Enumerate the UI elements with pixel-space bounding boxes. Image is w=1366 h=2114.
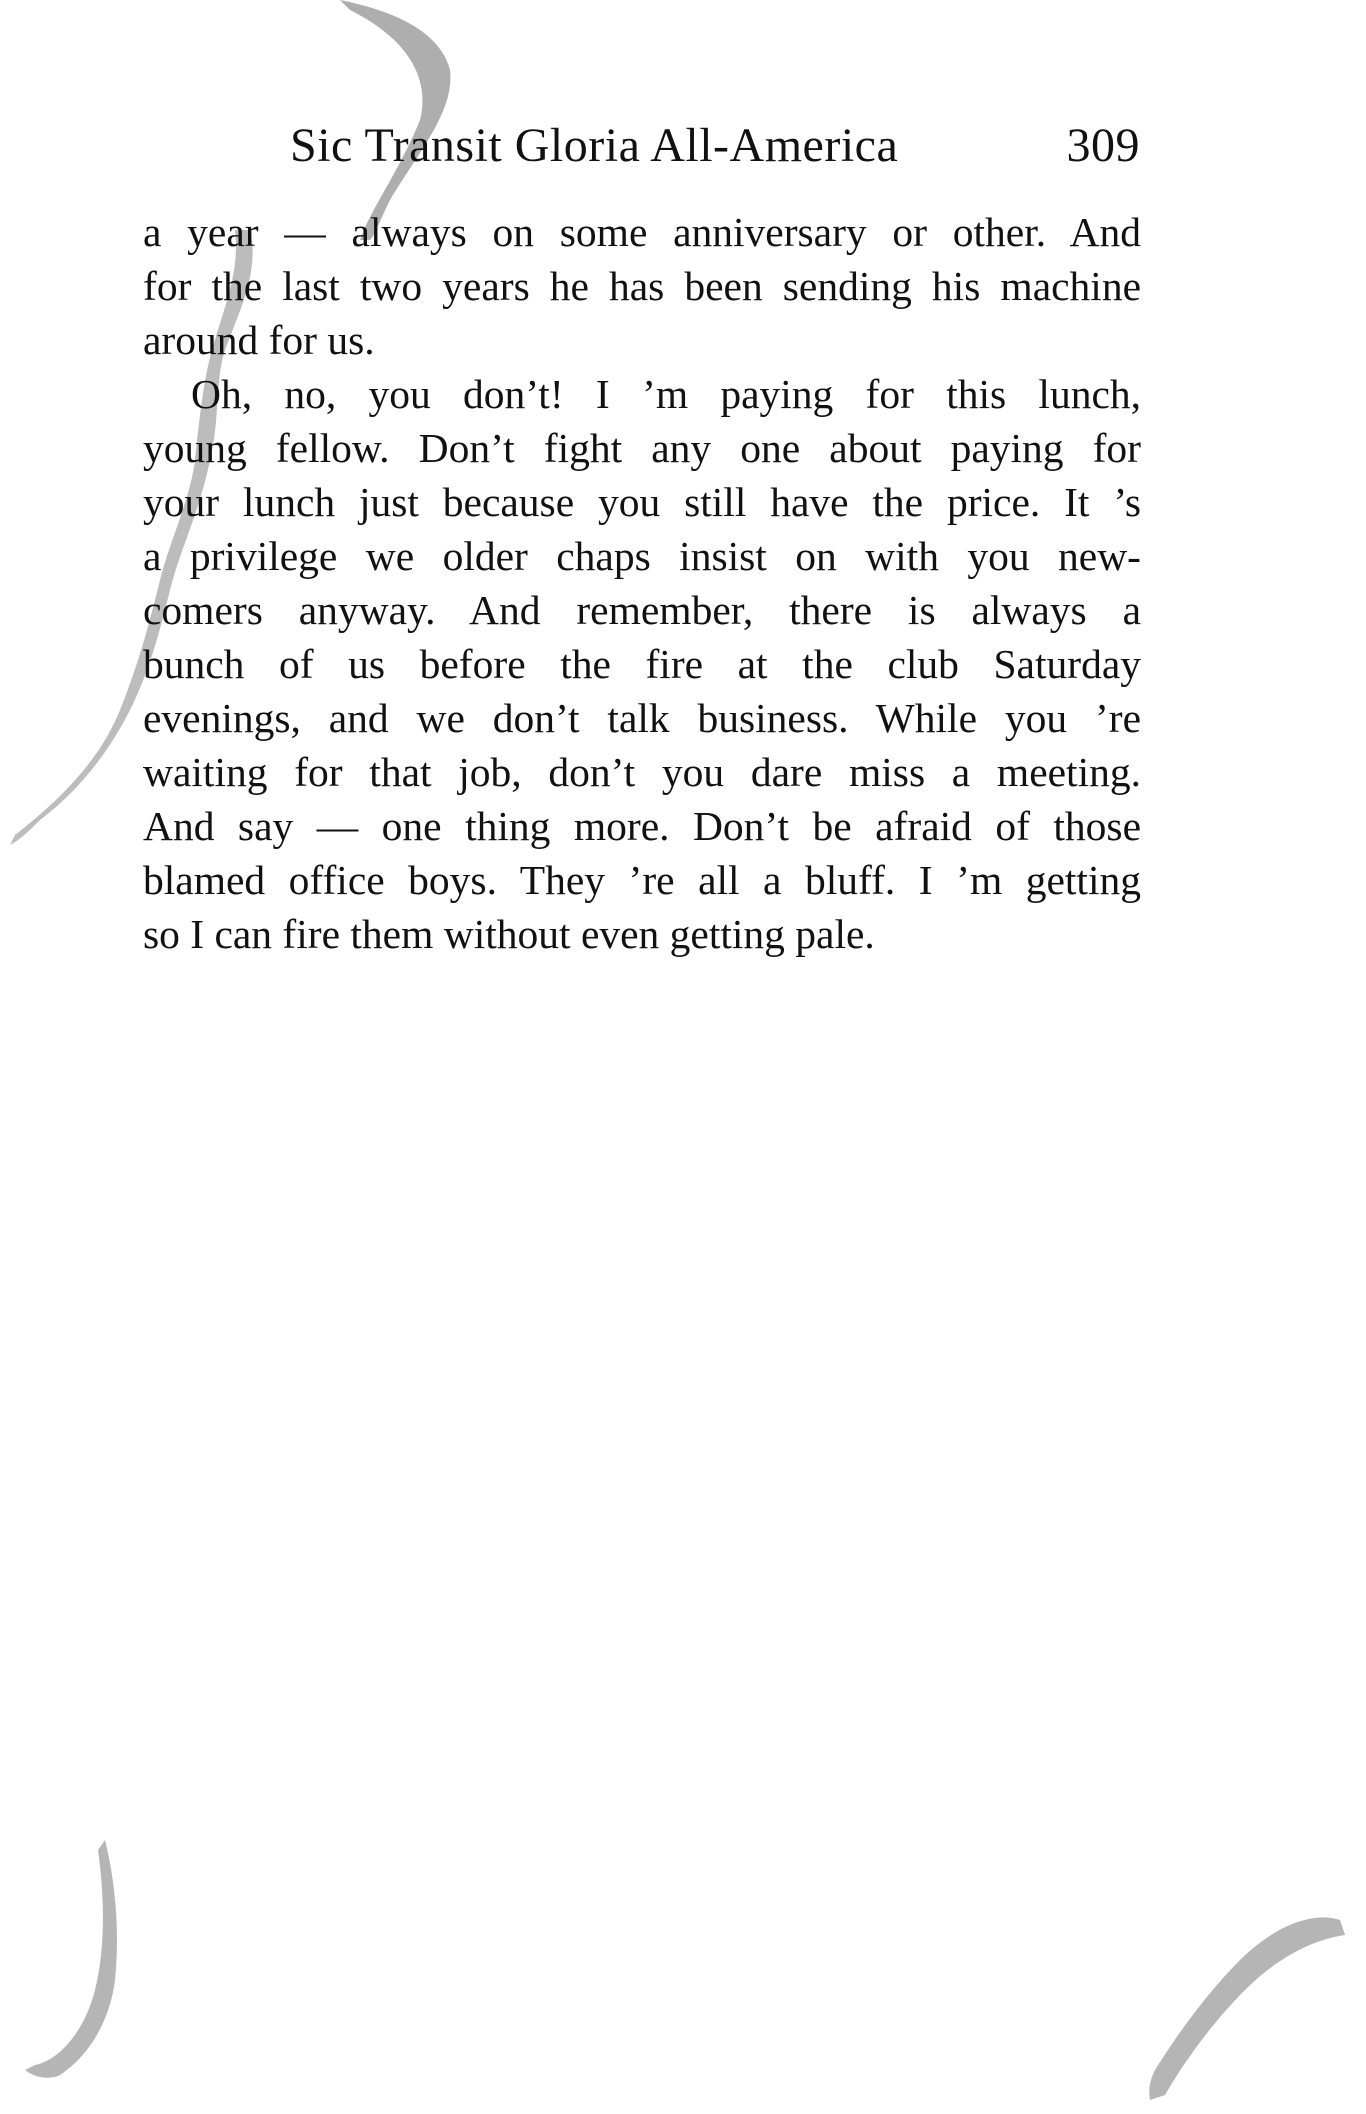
text-line: waiting for that job, don’t you dare miss a meeting.	[143, 749, 1141, 795]
text-line: a privilege we older chaps insist on with you new-	[143, 533, 1141, 579]
page-edge-stain-bottom-right-icon	[1140, 1900, 1350, 2100]
text-line: bunch of us before the fire at the club Saturday	[143, 641, 1141, 687]
text-line: for the last two years he has been sending his machine	[143, 263, 1141, 309]
text-line: blamed office boys. They ’re all a bluff. I ’m getting	[143, 857, 1141, 903]
text-line: And say — one thing more. Don’t be afraid of those	[143, 803, 1141, 849]
text-line: Oh, no, you don’t! I ’m paying for this lunch,	[191, 371, 1141, 417]
running-title: Sic Transit Gloria All-America	[290, 119, 899, 172]
running-head	[290, 118, 1140, 178]
text-line: comers anyway. And remember, there is always a	[143, 587, 1141, 633]
page-number: 309	[1066, 119, 1140, 172]
text-line: around for us.	[143, 317, 375, 363]
body-text	[143, 205, 1141, 961]
text-line: a year — always on some anniversary or other. And	[143, 209, 1141, 255]
page-edge-stain-bottom-left-icon	[20, 1840, 130, 2080]
text-line: so I can fire them without even getting pale.	[143, 911, 875, 957]
text-line: evenings, and we don’t talk business. While you ’re	[143, 695, 1141, 741]
text-line: your lunch just because you still have the price. It ’s	[143, 479, 1141, 525]
text-line: young fellow. Don’t fight any one about paying for	[143, 425, 1141, 471]
